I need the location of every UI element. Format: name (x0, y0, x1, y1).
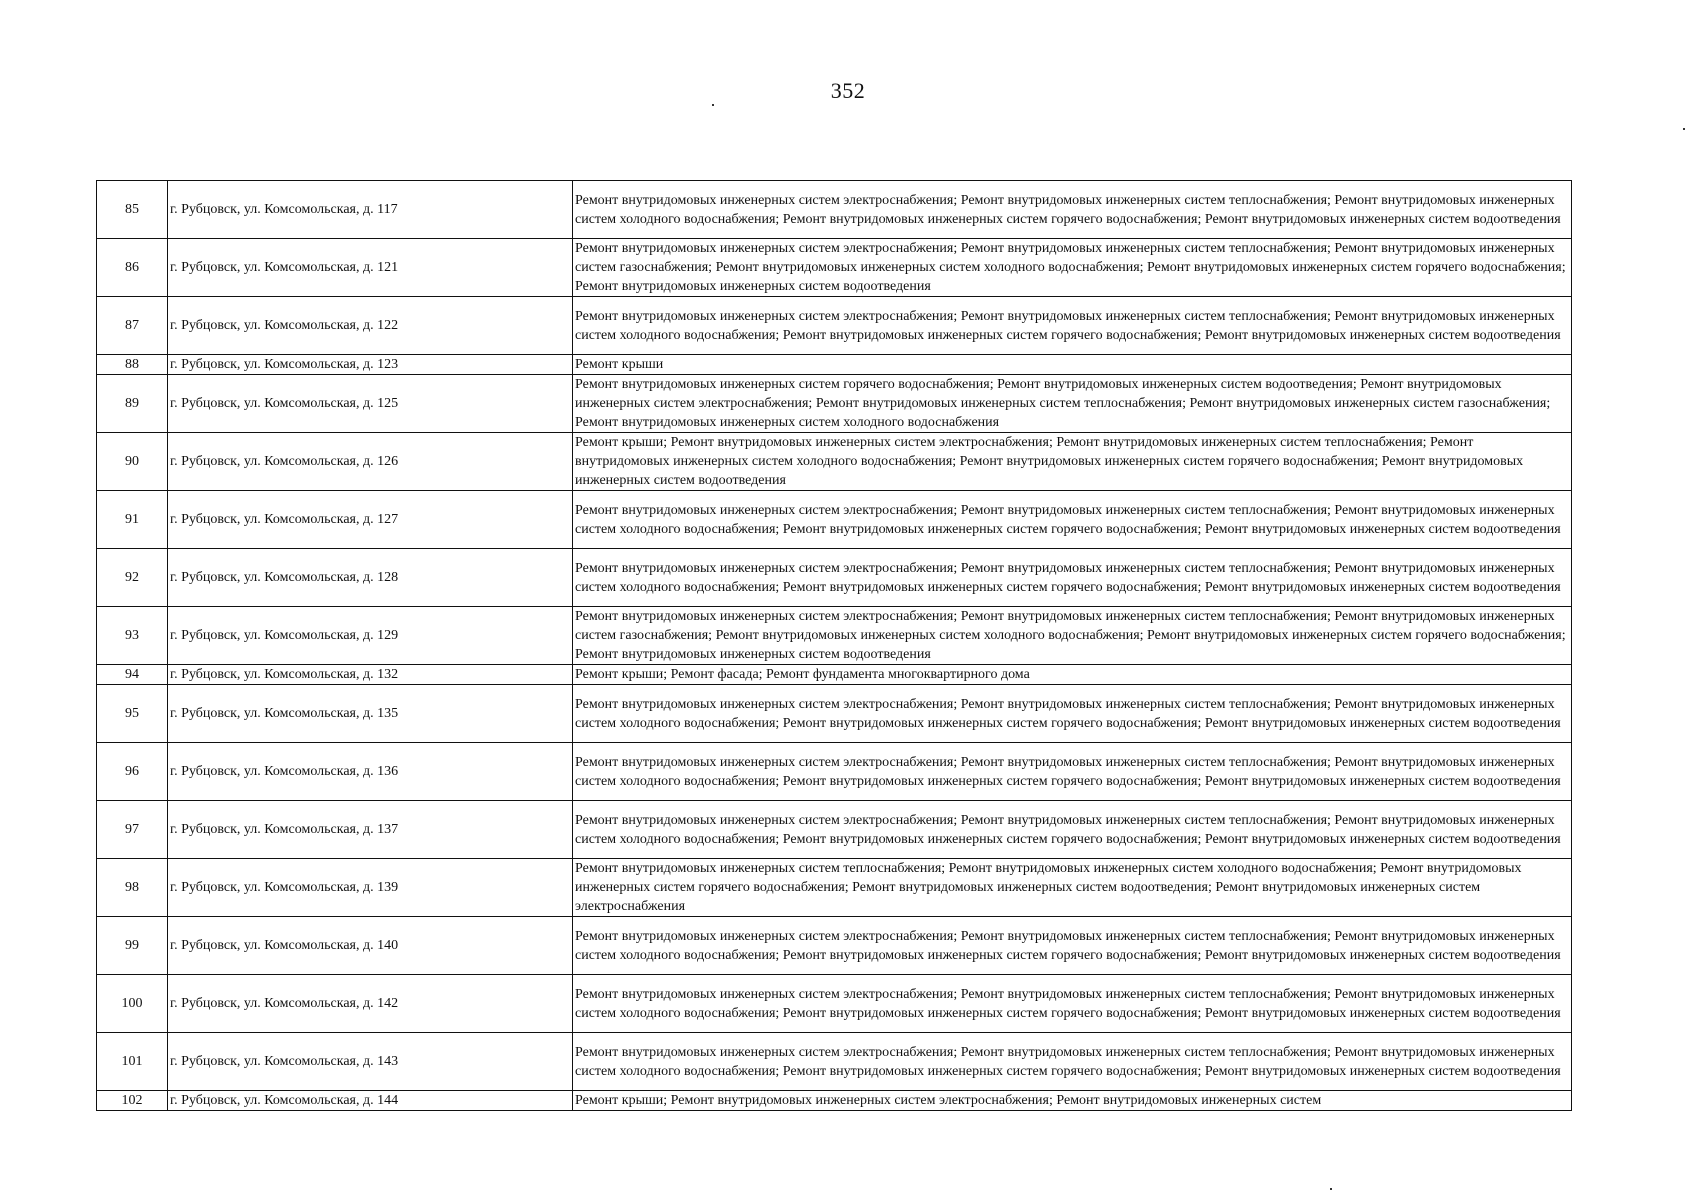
address-cell: г. Рубцовск, ул. Комсомольская, д. 135 (168, 685, 573, 743)
address-cell: г. Рубцовск, ул. Комсомольская, д. 127 (168, 491, 573, 549)
address-cell: г. Рубцовск, ул. Комсомольская, д. 121 (168, 239, 573, 297)
page-number: 352 (830, 78, 866, 103)
works-cell: Ремонт внутридомовых инженерных систем горячего водоснабжения; Ремонт внутридомовых инженерных систем водоотведения; Ремонт внутридомовых инженерных систем электроснабжения; Ремонт внутридомовых инженерных систем теплоснабжения; Ремонт внутридомовых инженерных систем газоснабжения; Ремонт внутридомовых инженерных систем холодного водоснабжения (573, 375, 1572, 433)
table-row (97, 181, 1572, 239)
works-cell: Ремонт внутридомовых инженерных систем электроснабжения; Ремонт внутридомовых инженерных систем теплоснабжения; Ремонт внутридомовых инженерных систем холодного водоснабжения; Ремонт внутридомовых инженерных систем горячего водоснабжения; Ремонт внутридомовых инженерных систем водоотведения (573, 801, 1572, 859)
row-number-cell: 94 (97, 665, 168, 685)
row-number-cell: 86 (97, 239, 168, 297)
address-cell: г. Рубцовск, ул. Комсомольская, д. 143 (168, 1033, 573, 1091)
address-cell: г. Рубцовск, ул. Комсомольская, д. 117 (168, 181, 573, 239)
row-number-cell: 93 (97, 607, 168, 665)
row-number-cell: 102 (97, 1091, 168, 1111)
works-cell: Ремонт крыши; Ремонт фасада; Ремонт фундамента многоквартирного дома (573, 665, 1572, 685)
table-row (97, 1033, 1572, 1091)
row-number-cell: 95 (97, 685, 168, 743)
works-cell: Ремонт внутридомовых инженерных систем электроснабжения; Ремонт внутридомовых инженерных систем теплоснабжения; Ремонт внутридомовых инженерных систем холодного водоснабжения; Ремонт внутридомовых инженерных систем горячего водоснабжения; Ремонт внутридомовых инженерных систем водоотведения (573, 1033, 1572, 1091)
works-cell: Ремонт внутридомовых инженерных систем электроснабжения; Ремонт внутридомовых инженерных систем теплоснабжения; Ремонт внутридомовых инженерных систем холодного водоснабжения; Ремонт внутридомовых инженерных систем горячего водоснабжения; Ремонт внутридомовых инженерных систем водоотведения (573, 181, 1572, 239)
table-row (97, 665, 1572, 685)
row-number-cell: 99 (97, 917, 168, 975)
row-number-cell: 91 (97, 491, 168, 549)
works-cell: Ремонт внутридомовых инженерных систем электроснабжения; Ремонт внутридомовых инженерных систем теплоснабжения; Ремонт внутридомовых инженерных систем холодного водоснабжения; Ремонт внутридомовых инженерных систем горячего водоснабжения; Ремонт внутридомовых инженерных систем водоотведения (573, 491, 1572, 549)
works-cell: Ремонт внутридомовых инженерных систем теплоснабжения; Ремонт внутридомовых инженерных систем холодного водоснабжения; Ремонт внутридомовых инженерных систем горячего водоснабжения; Ремонт внутридомовых инженерных систем водоотведения; Ремонт внутридомовых инженерных систем электроснабжения (573, 859, 1572, 917)
address-cell: г. Рубцовск, ул. Комсомольская, д. 142 (168, 975, 573, 1033)
row-number-cell: 92 (97, 549, 168, 607)
register-body (97, 181, 1572, 1111)
address-cell: г. Рубцовск, ул. Комсомольская, д. 129 (168, 607, 573, 665)
works-cell: Ремонт внутридомовых инженерных систем электроснабжения; Ремонт внутридомовых инженерных систем теплоснабжения; Ремонт внутридомовых инженерных систем холодного водоснабжения; Ремонт внутридомовых инженерных систем горячего водоснабжения; Ремонт внутридомовых инженерных систем водоотведения (573, 297, 1572, 355)
table-row (97, 685, 1572, 743)
works-cell: Ремонт внутридомовых инженерных систем электроснабжения; Ремонт внутридомовых инженерных систем теплоснабжения; Ремонт внутридомовых инженерных систем холодного водоснабжения; Ремонт внутридомовых инженерных систем горячего водоснабжения; Ремонт внутридомовых инженерных систем водоотведения (573, 917, 1572, 975)
address-cell: г. Рубцовск, ул. Комсомольская, д. 122 (168, 297, 573, 355)
row-number-cell: 97 (97, 801, 168, 859)
table-row (97, 1091, 1572, 1111)
address-cell: г. Рубцовск, ул. Комсомольская, д. 123 (168, 355, 573, 375)
works-cell: Ремонт крыши; Ремонт внутридомовых инженерных систем электроснабжения; Ремонт внутридомовых инженерных систем (573, 1091, 1572, 1111)
address-cell: г. Рубцовск, ул. Комсомольская, д. 125 (168, 375, 573, 433)
table-row (97, 607, 1572, 665)
address-cell: г. Рубцовск, ул. Комсомольская, д. 144 (168, 1091, 573, 1111)
row-number-cell: 98 (97, 859, 168, 917)
works-cell: Ремонт крыши (573, 355, 1572, 375)
works-cell: Ремонт внутридомовых инженерных систем электроснабжения; Ремонт внутридомовых инженерных систем теплоснабжения; Ремонт внутридомовых инженерных систем холодного водоснабжения; Ремонт внутридомовых инженерных систем горячего водоснабжения; Ремонт внутридомовых инженерных систем водоотведения (573, 685, 1572, 743)
row-number-cell: 89 (97, 375, 168, 433)
address-cell: г. Рубцовск, ул. Комсомольская, д. 128 (168, 549, 573, 607)
table-row (97, 239, 1572, 297)
repair-register-table (96, 180, 1572, 1111)
table-row (97, 355, 1572, 375)
works-cell: Ремонт внутридомовых инженерных систем электроснабжения; Ремонт внутридомовых инженерных систем теплоснабжения; Ремонт внутридомовых инженерных систем холодного водоснабжения; Ремонт внутридомовых инженерных систем горячего водоснабжения; Ремонт внутридомовых инженерных систем водоотведения (573, 975, 1572, 1033)
row-number-cell: 96 (97, 743, 168, 801)
row-number-cell: 87 (97, 297, 168, 355)
table-row (97, 433, 1572, 491)
address-cell: г. Рубцовск, ул. Комсомольская, д. 132 (168, 665, 573, 685)
table-row (97, 975, 1572, 1033)
scan-speck (712, 104, 714, 106)
row-number-cell: 100 (97, 975, 168, 1033)
works-cell: Ремонт крыши; Ремонт внутридомовых инженерных систем электроснабжения; Ремонт внутридомовых инженерных систем теплоснабжения; Ремонт внутридомовых инженерных систем холодного водоснабжения; Ремонт внутридомовых инженерных систем горячего водоснабжения; Ремонт внутридомовых инженерных систем водоотведения (573, 433, 1572, 491)
row-number-cell: 85 (97, 181, 168, 239)
address-cell: г. Рубцовск, ул. Комсомольская, д. 126 (168, 433, 573, 491)
row-number-cell: 90 (97, 433, 168, 491)
scan-speck (1330, 1188, 1332, 1190)
address-cell: г. Рубцовск, ул. Комсомольская, д. 139 (168, 859, 573, 917)
address-cell: г. Рубцовск, ул. Комсомольская, д. 140 (168, 917, 573, 975)
works-cell: Ремонт внутридомовых инженерных систем электроснабжения; Ремонт внутридомовых инженерных систем теплоснабжения; Ремонт внутридомовых инженерных систем холодного водоснабжения; Ремонт внутридомовых инженерных систем горячего водоснабжения; Ремонт внутридомовых инженерных систем водоотведения (573, 549, 1572, 607)
works-cell: Ремонт внутридомовых инженерных систем электроснабжения; Ремонт внутридомовых инженерных систем теплоснабжения; Ремонт внутридомовых инженерных систем газоснабжения; Ремонт внутридомовых инженерных систем холодного водоснабжения; Ремонт внутридомовых инженерных систем горячего водоснабжения; Ремонт внутридомовых инженерных систем водоотведения (573, 239, 1572, 297)
row-number-cell: 101 (97, 1033, 168, 1091)
table-row (97, 859, 1572, 917)
table-row (97, 743, 1572, 801)
address-cell: г. Рубцовск, ул. Комсомольская, д. 136 (168, 743, 573, 801)
table-row (97, 801, 1572, 859)
table-row (97, 549, 1572, 607)
works-cell: Ремонт внутридомовых инженерных систем электроснабжения; Ремонт внутридомовых инженерных систем теплоснабжения; Ремонт внутридомовых инженерных систем холодного водоснабжения; Ремонт внутридомовых инженерных систем горячего водоснабжения; Ремонт внутридомовых инженерных систем водоотведения (573, 743, 1572, 801)
table-row (97, 491, 1572, 549)
table-row (97, 297, 1572, 355)
works-cell: Ремонт внутридомовых инженерных систем электроснабжения; Ремонт внутридомовых инженерных систем теплоснабжения; Ремонт внутридомовых инженерных систем газоснабжения; Ремонт внутридомовых инженерных систем холодного водоснабжения; Ремонт внутридомовых инженерных систем горячего водоснабжения; Ремонт внутридомовых инженерных систем водоотведения (573, 607, 1572, 665)
address-cell: г. Рубцовск, ул. Комсомольская, д. 137 (168, 801, 573, 859)
scan-speck (1683, 128, 1685, 130)
table-row (97, 375, 1572, 433)
row-number-cell: 88 (97, 355, 168, 375)
table-row (97, 917, 1572, 975)
